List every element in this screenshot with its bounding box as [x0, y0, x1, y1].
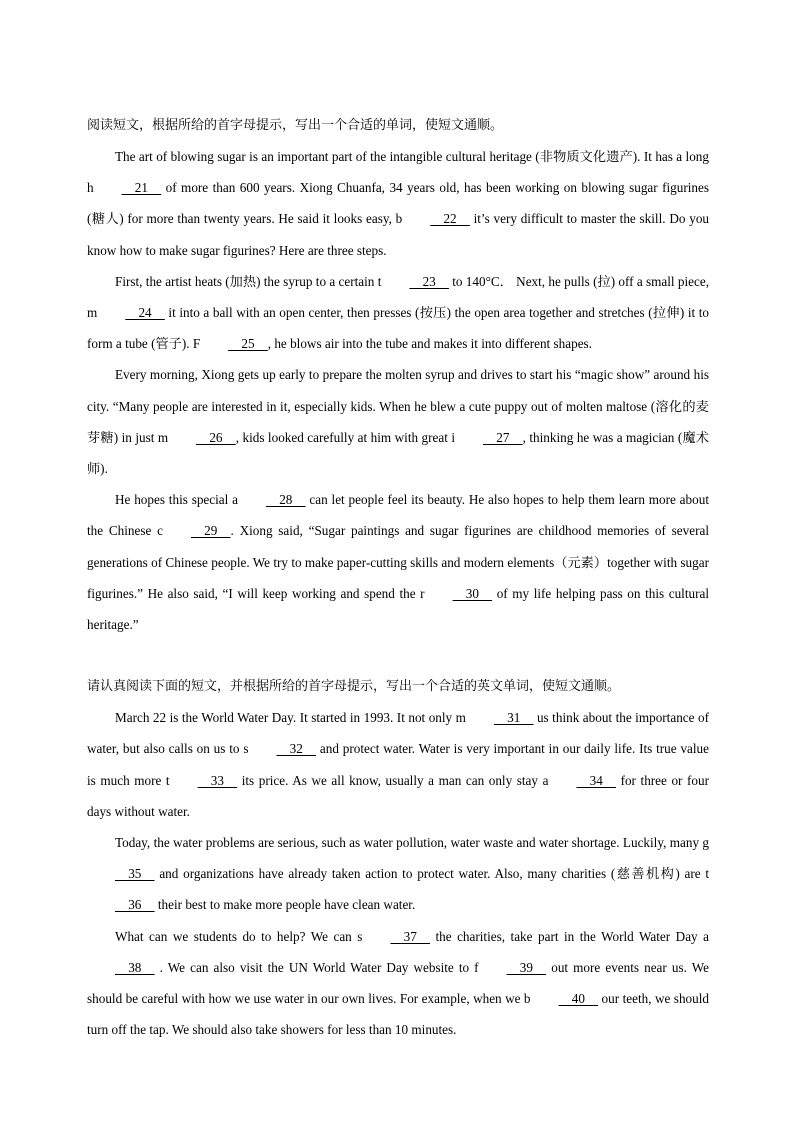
- passage-text: and organizations have already taken action to protect water. Also, many charities (慈善机构) are t: [154, 866, 709, 882]
- passage-text: to 140°C． Next, he pulls (拉) off a small piece, m: [87, 273, 709, 321]
- answer-blank[interactable]: 27: [483, 429, 523, 445]
- passage-text: us think about the importance of water, but also calls on us to s: [87, 710, 709, 757]
- section-passage-1: [87, 110, 709, 640]
- passage-text: for three or four days without water.: [87, 772, 709, 819]
- passage-text: their best to make more people have clean water.: [154, 897, 416, 913]
- passage-text: of more than 600 years. Xiong Chuanfa, 34 years old, has been working on blowing sugar figurines (糖人) for more than twenty years. He said it looks easy, b: [87, 180, 709, 227]
- passage-text: . We can also visit the UN World Water Day website to f: [154, 959, 479, 975]
- answer-blank[interactable]: 28: [266, 492, 306, 508]
- passage-text: out more events near us. We should be careful with how we use water in our own lives. For example, when we b: [87, 959, 709, 1007]
- answer-blank[interactable]: 34: [576, 772, 616, 788]
- passage-text: the charities, take part in the World Water Day a: [429, 928, 710, 944]
- answer-blank[interactable]: 30: [452, 585, 493, 601]
- answer-blank[interactable]: 29: [190, 523, 231, 539]
- section-instruction: 阅读短文，根据所给的首字母提示，写出一个合适的单词，使短文通顺。: [87, 118, 504, 133]
- worksheet-page: [87, 110, 709, 1045]
- answer-blank[interactable]: 21: [121, 180, 162, 196]
- passage-paragraph: [87, 827, 709, 921]
- answer-blank[interactable]: 23: [409, 273, 449, 289]
- answer-blank[interactable]: 38: [115, 959, 155, 975]
- passage-text: What can we students do to help? We can s: [115, 928, 363, 944]
- passage-paragraph: [87, 359, 709, 484]
- passage-text: our teeth, we should turn off the tap. We should also take showers for less than 10 minutes.: [87, 991, 709, 1038]
- section-instruction: 请认真阅读下面的短文，并根据所给的首字母提示，写出一个合适的英文单词，使短文通顺。: [87, 679, 621, 695]
- passage-text: it’s very difficult to master the skill. Do you know how to make sugar figurines? Here are three steps.: [87, 211, 710, 258]
- passage-text: He hopes this special a: [115, 492, 238, 508]
- passage-text: . Xiong said, “Sugar paintings and sugar figurines are childhood memories of several generations of Chinese people. We try to make paper-cutting skills and modern elements（元素）together with sugar figurines.” He also said, “I will keep working and spend the r: [87, 523, 710, 601]
- section-divider-space: [87, 640, 709, 671]
- passage-text: it into a ball with an open center, then presses (按压) the open area together and stretches (拉伸) it to form a tube (管子). F: [87, 305, 709, 352]
- passage-paragraph: [87, 266, 709, 360]
- answer-blank[interactable]: 33: [197, 772, 238, 788]
- section-passage-2: [87, 671, 709, 1045]
- passage-text: Every morning, Xiong gets up early to prepare the molten syrup and drives to start his “magic show” around his city. “Many people are interested in it, especially kids. When he blew a cute puppy out of molten maltose (溶化的麦芽糖) in just m: [87, 367, 709, 445]
- passage-text: The art of blowing sugar is an important part of the intangible cultural heritage (非物质文化遗产). It has a long h: [87, 149, 709, 196]
- answer-blank[interactable]: 36: [115, 897, 155, 913]
- passage-text: of my life helping pass on this cultural heritage.”: [87, 585, 709, 633]
- passage-text: First, the artist heats (加热) the syrup to a certain t: [115, 273, 382, 289]
- answer-blank[interactable]: 24: [125, 305, 165, 321]
- answer-blank[interactable]: 26: [196, 429, 236, 445]
- answer-blank[interactable]: 37: [390, 928, 430, 944]
- passage-text: , kids looked carefully at him with great i: [235, 429, 456, 445]
- passage-text: Today, the water problems are serious, such as water pollution, water waste and water shortage. Luckily, many g: [115, 835, 709, 851]
- passage-body: [87, 702, 709, 1045]
- answer-blank[interactable]: 32: [276, 741, 317, 757]
- answer-blank[interactable]: 39: [506, 959, 547, 975]
- passage-body: [87, 141, 709, 640]
- answer-blank[interactable]: 25: [228, 336, 268, 352]
- passage-text: , thinking he was a magician (魔术师).: [87, 429, 709, 477]
- passage-paragraph: [87, 141, 709, 266]
- passage-paragraph: [87, 921, 709, 1046]
- answer-blank[interactable]: 22: [430, 211, 470, 227]
- passage-text: , he blows air into the tube and makes it into different shapes.: [267, 336, 592, 352]
- answer-blank[interactable]: 40: [558, 991, 599, 1007]
- answer-blank[interactable]: 31: [493, 710, 534, 726]
- passage-paragraph: [87, 702, 709, 827]
- passage-text: March 22 is the World Water Day. It started in 1993. It not only m: [115, 710, 466, 726]
- passage-text: and protect water. Water is very important in our daily life. Its true value is much more t: [87, 741, 710, 788]
- answer-blank[interactable]: 35: [115, 866, 155, 882]
- passage-paragraph: [87, 484, 709, 640]
- passage-text: its price. As we all know, usually a man can only stay a: [237, 772, 549, 788]
- passage-text: can let people feel its beauty. He also hopes to help them learn more about the Chinese c: [87, 492, 709, 539]
